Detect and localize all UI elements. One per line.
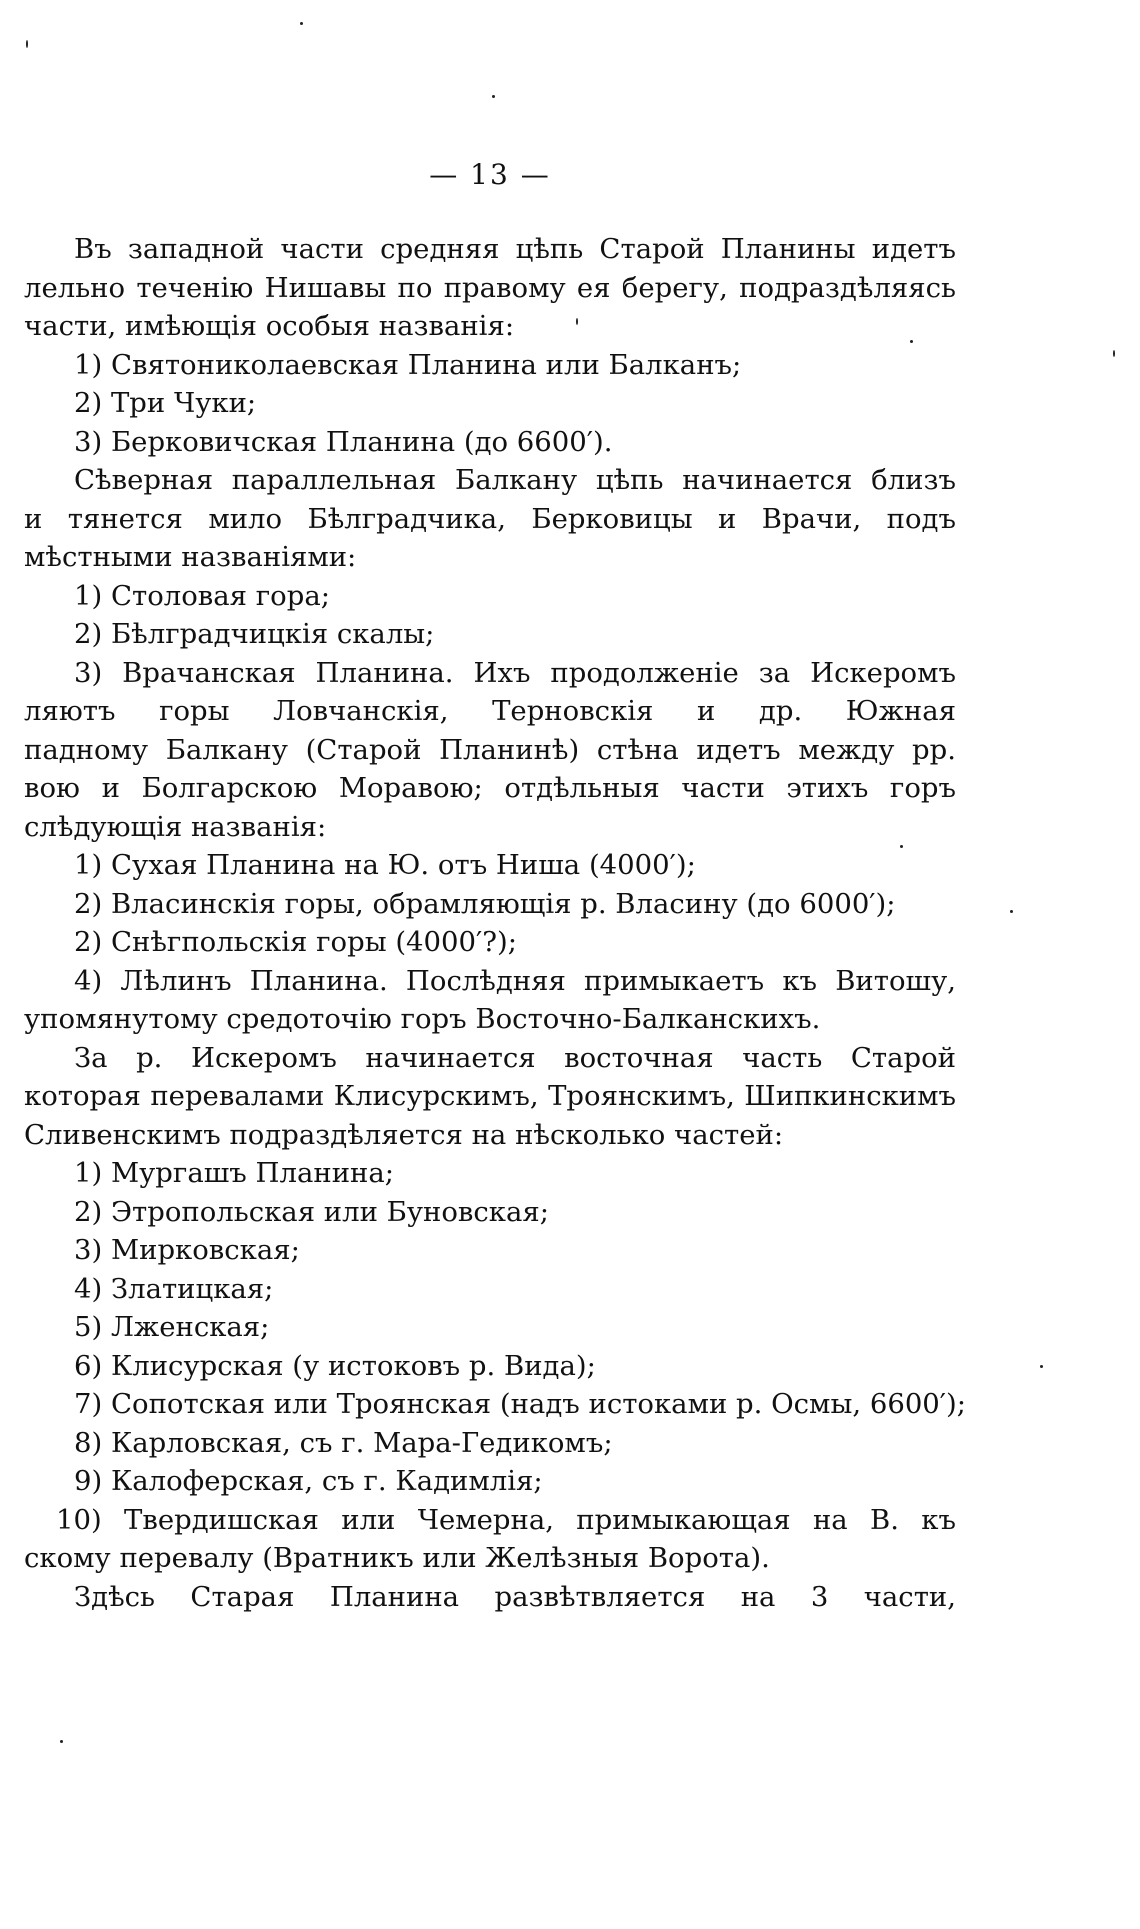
list-item: 2) Власинскія горы, обрамляющія р. Власину (до 6000′); bbox=[74, 887, 896, 920]
scan-speck bbox=[576, 318, 578, 325]
text-line: Сѣверная параллельная Балкану цѣпь начинается близъ bbox=[74, 464, 956, 496]
scan-speck bbox=[300, 22, 303, 25]
list-item: 6) Клисурская (у истоковъ р. Вида); bbox=[74, 1349, 596, 1382]
list-item: 1) Мургашъ Планина; bbox=[74, 1157, 395, 1189]
body-text bbox=[24, 230, 967, 1616]
list-item: 2) Бѣлградчицкія скалы; bbox=[74, 618, 435, 650]
text-line: Сливенскимъ подраздѣляется на нѣсколько частей: bbox=[24, 1118, 784, 1151]
text-line: ляютъ горы Ловчанскія, Терновскія и др. Южная bbox=[24, 695, 956, 727]
list-item: 2) Этропольская или Буновская; bbox=[74, 1195, 550, 1228]
list-item: 7) Сопотская или Троянская (надъ истоками р. Осмы, 6600′); bbox=[74, 1388, 967, 1420]
text-line: которая перевалами Клисурскимъ, Троянскимъ, Шипкинскимъ bbox=[24, 1080, 956, 1112]
text-line: вою и Болгарскою Моравою; отдѣльныя части этихъ горъ bbox=[24, 772, 956, 804]
text-line: Здѣсь Старая Планина развѣтвляется на 3 части, bbox=[74, 1580, 956, 1613]
scan-speck bbox=[1113, 350, 1115, 357]
scan-speck bbox=[492, 95, 495, 98]
list-item: 3) Врачанская Планина. Ихъ продолженіе за Искеромъ bbox=[74, 656, 956, 689]
text-line: За р. Искеромъ начинается восточная часть Старой bbox=[74, 1041, 956, 1074]
list-item: 2) Три Чуки; bbox=[74, 387, 257, 419]
list-item: 8) Карловская, съ г. Мара-Гедикомъ; bbox=[74, 1426, 613, 1459]
scan-speck bbox=[1010, 910, 1013, 913]
text-line: Въ западной части средняя цѣпь Старой Планины идетъ bbox=[74, 233, 956, 265]
list-item: 10) Твердишская или Чемерна, примыкающая на В. къ bbox=[56, 1503, 956, 1536]
list-item: 1) Столовая гора; bbox=[74, 579, 330, 612]
text-line: слѣдующія названія: bbox=[24, 810, 327, 843]
scan-speck bbox=[26, 40, 28, 48]
text-line: упомянутому средоточію горъ Восточно-Балканскихъ. bbox=[24, 1003, 821, 1035]
text-line: лельно теченію Нишавы по правому ея берегу, подраздѣляясь bbox=[24, 271, 956, 304]
text-line: части, имѣющія особыя названія: bbox=[24, 310, 515, 342]
page-number: — 13 — bbox=[429, 158, 551, 191]
list-item: 5) Лженская; bbox=[74, 1311, 270, 1343]
scan-speck bbox=[910, 340, 913, 343]
list-item: 4) Лѣлинъ Планина. Послѣдняя примыкаетъ къ Витошу, bbox=[74, 964, 956, 997]
text-line: мѣстными названіями: bbox=[24, 541, 357, 573]
text-line: падному Балкану (Старой Планинѣ) стѣна идетъ между рр. bbox=[24, 733, 956, 766]
text-line: и тянется мило Бѣлградчика, Берковицы и Врачи, подъ bbox=[24, 502, 956, 535]
scan-speck bbox=[1040, 1365, 1043, 1368]
list-item: 3) Берковичская Планина (до 6600′). bbox=[74, 425, 613, 458]
list-item: 4) Златицкая; bbox=[74, 1272, 274, 1305]
text-line: скому перевалу (Вратникъ или Желѣзныя Ворота). bbox=[24, 1542, 770, 1574]
scan-speck bbox=[900, 845, 903, 848]
list-item: 2) Снѣгпольскія горы (4000′?); bbox=[74, 926, 518, 958]
list-item: 1) Святониколаевская Планина или Балканъ; bbox=[74, 348, 742, 381]
list-item: 3) Мирковская; bbox=[74, 1234, 300, 1266]
list-item: 9) Калоферская, съ г. Кадимлія; bbox=[74, 1465, 543, 1497]
list-item: 1) Сухая Планина на Ю. отъ Ниша (4000′); bbox=[74, 849, 696, 881]
scan-speck bbox=[60, 1740, 63, 1743]
